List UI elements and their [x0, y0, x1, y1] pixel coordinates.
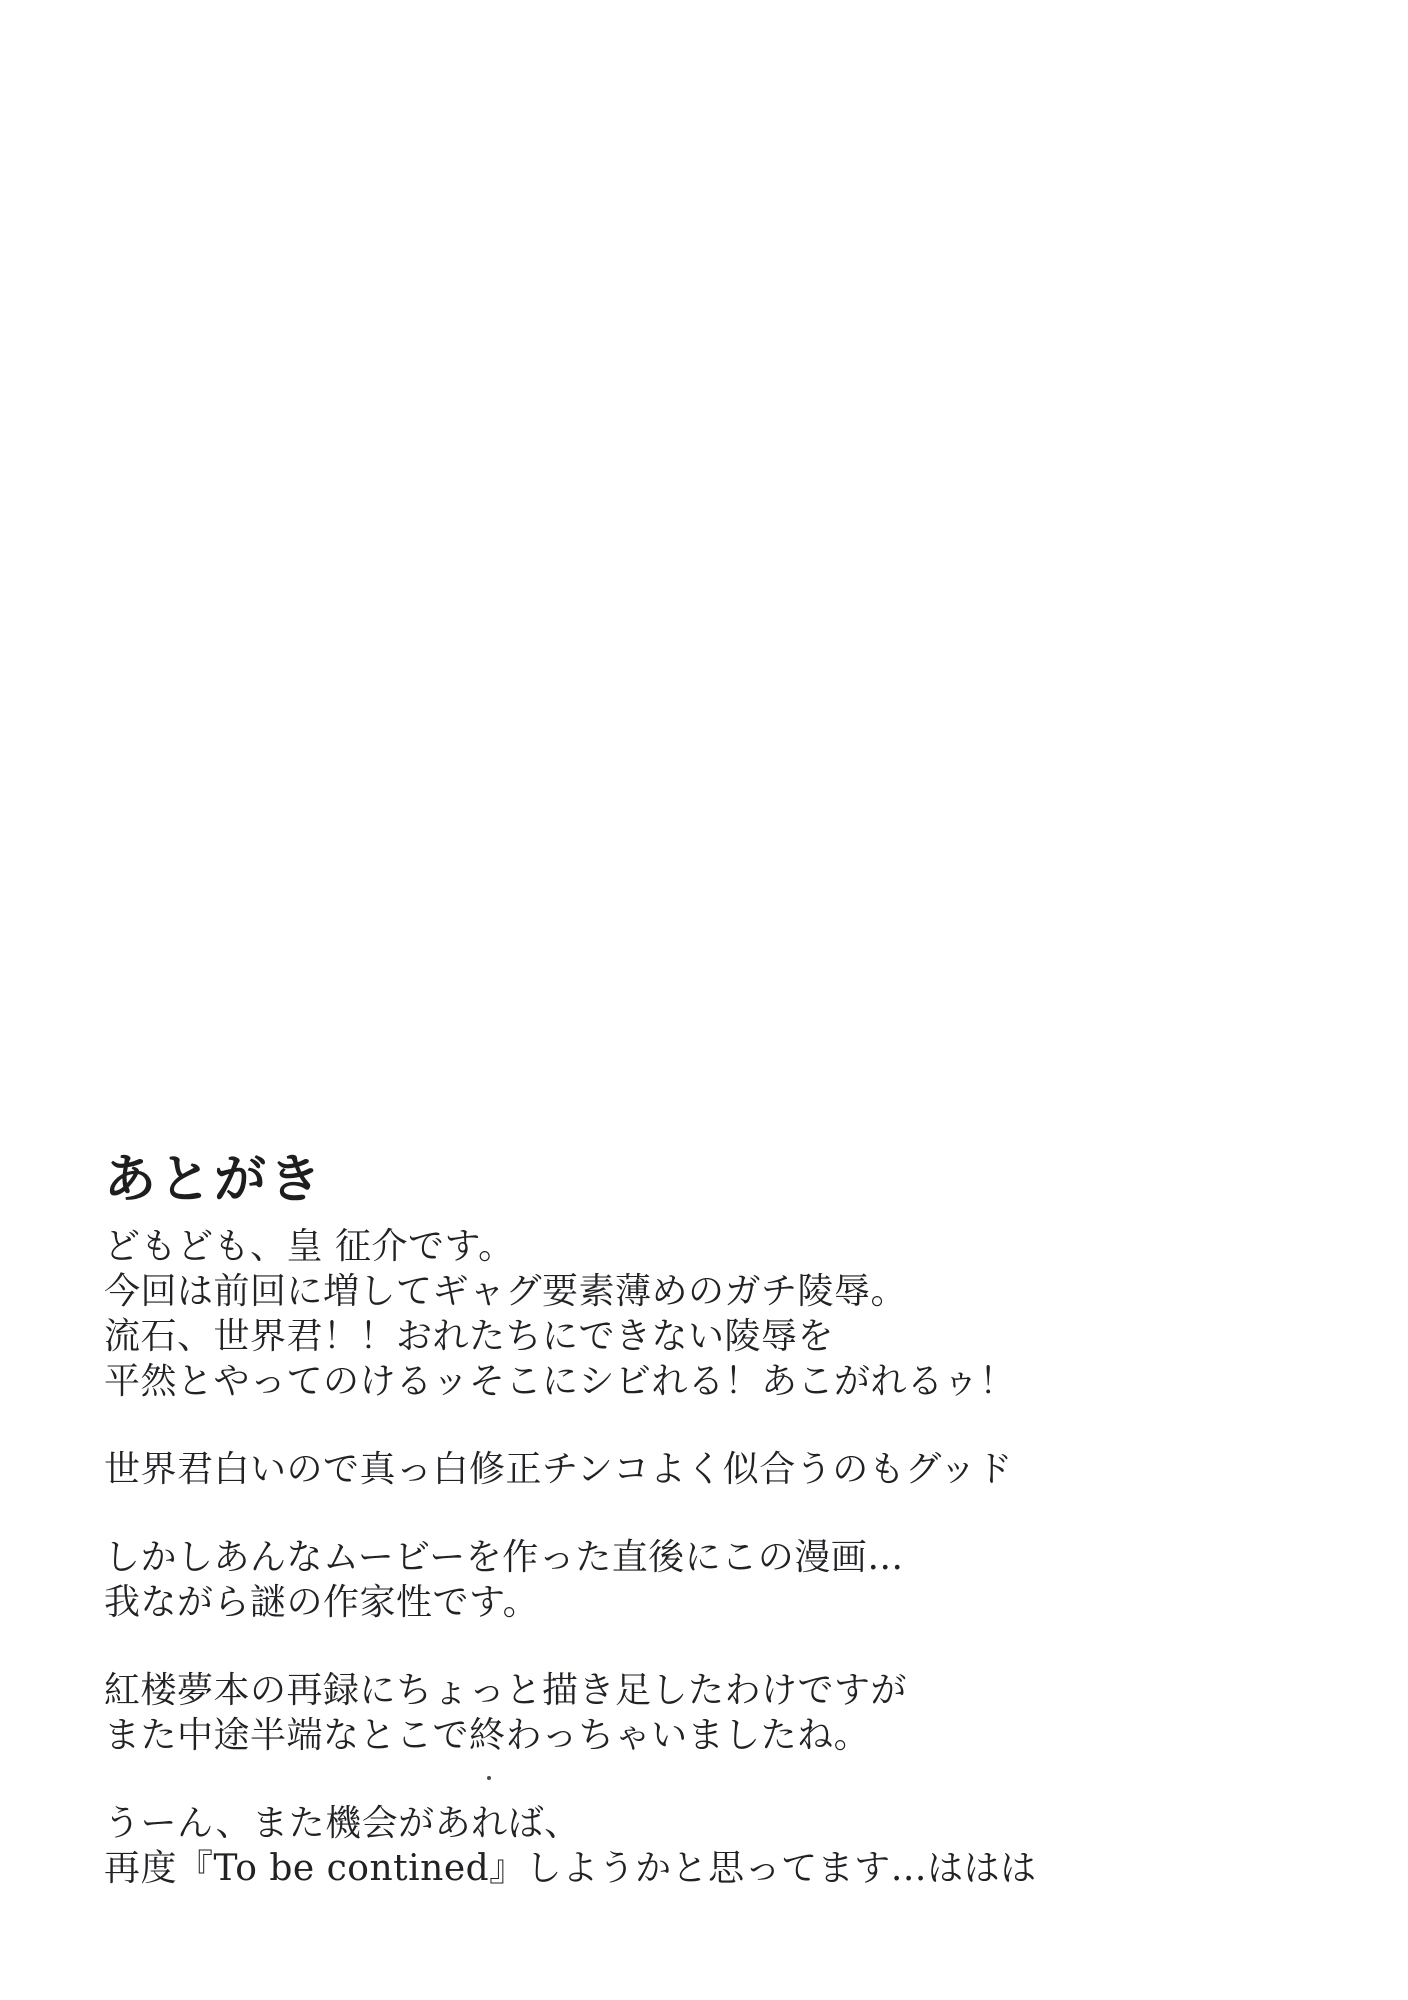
afterword-line: 流石、世界君！！おれたちにできない陵辱を: [104, 1316, 835, 1357]
afterword-line: また中途半端なとこで終わっちゃいましたね。: [104, 1715, 871, 1756]
afterword-line: 平然とやってのけるッそこにシビれる！あこがれるゥ！: [104, 1361, 1016, 1402]
afterword-line: 再度『To be contined』しようかと思ってます…ははは: [104, 1848, 1037, 1889]
afterword-line: 紅楼夢本の再録にちょっと描き足したわけですが: [104, 1670, 908, 1711]
afterword-line: しかしあんなムービーを作った直後にこの漫画…: [104, 1537, 904, 1578]
afterword-paragraph: [104, 1224, 1037, 1404]
afterword-heading: あとがき: [104, 1149, 325, 1210]
afterword-line: うーん、また機会があれば、: [104, 1803, 581, 1844]
afterword-paragraph: [104, 1447, 1037, 1492]
afterword-paragraph: [104, 1668, 1037, 1758]
afterword-line: 今回は前回に増してギャグ要素薄めのガチ陵辱。: [104, 1271, 908, 1312]
afterword-line: 我ながら謎の作家性です。: [104, 1582, 540, 1623]
afterword-line: どもども、皇 征介です。: [104, 1226, 515, 1267]
afterword-line: 世界君白いので真っ白修正チンコよく似合うのもグッド: [104, 1449, 1013, 1490]
afterword-paragraph: [104, 1535, 1037, 1625]
afterword-paragraph: [104, 1801, 1037, 1891]
afterword-text-block: [104, 1150, 1037, 1891]
scan-artifact-dot: [487, 1776, 491, 1780]
